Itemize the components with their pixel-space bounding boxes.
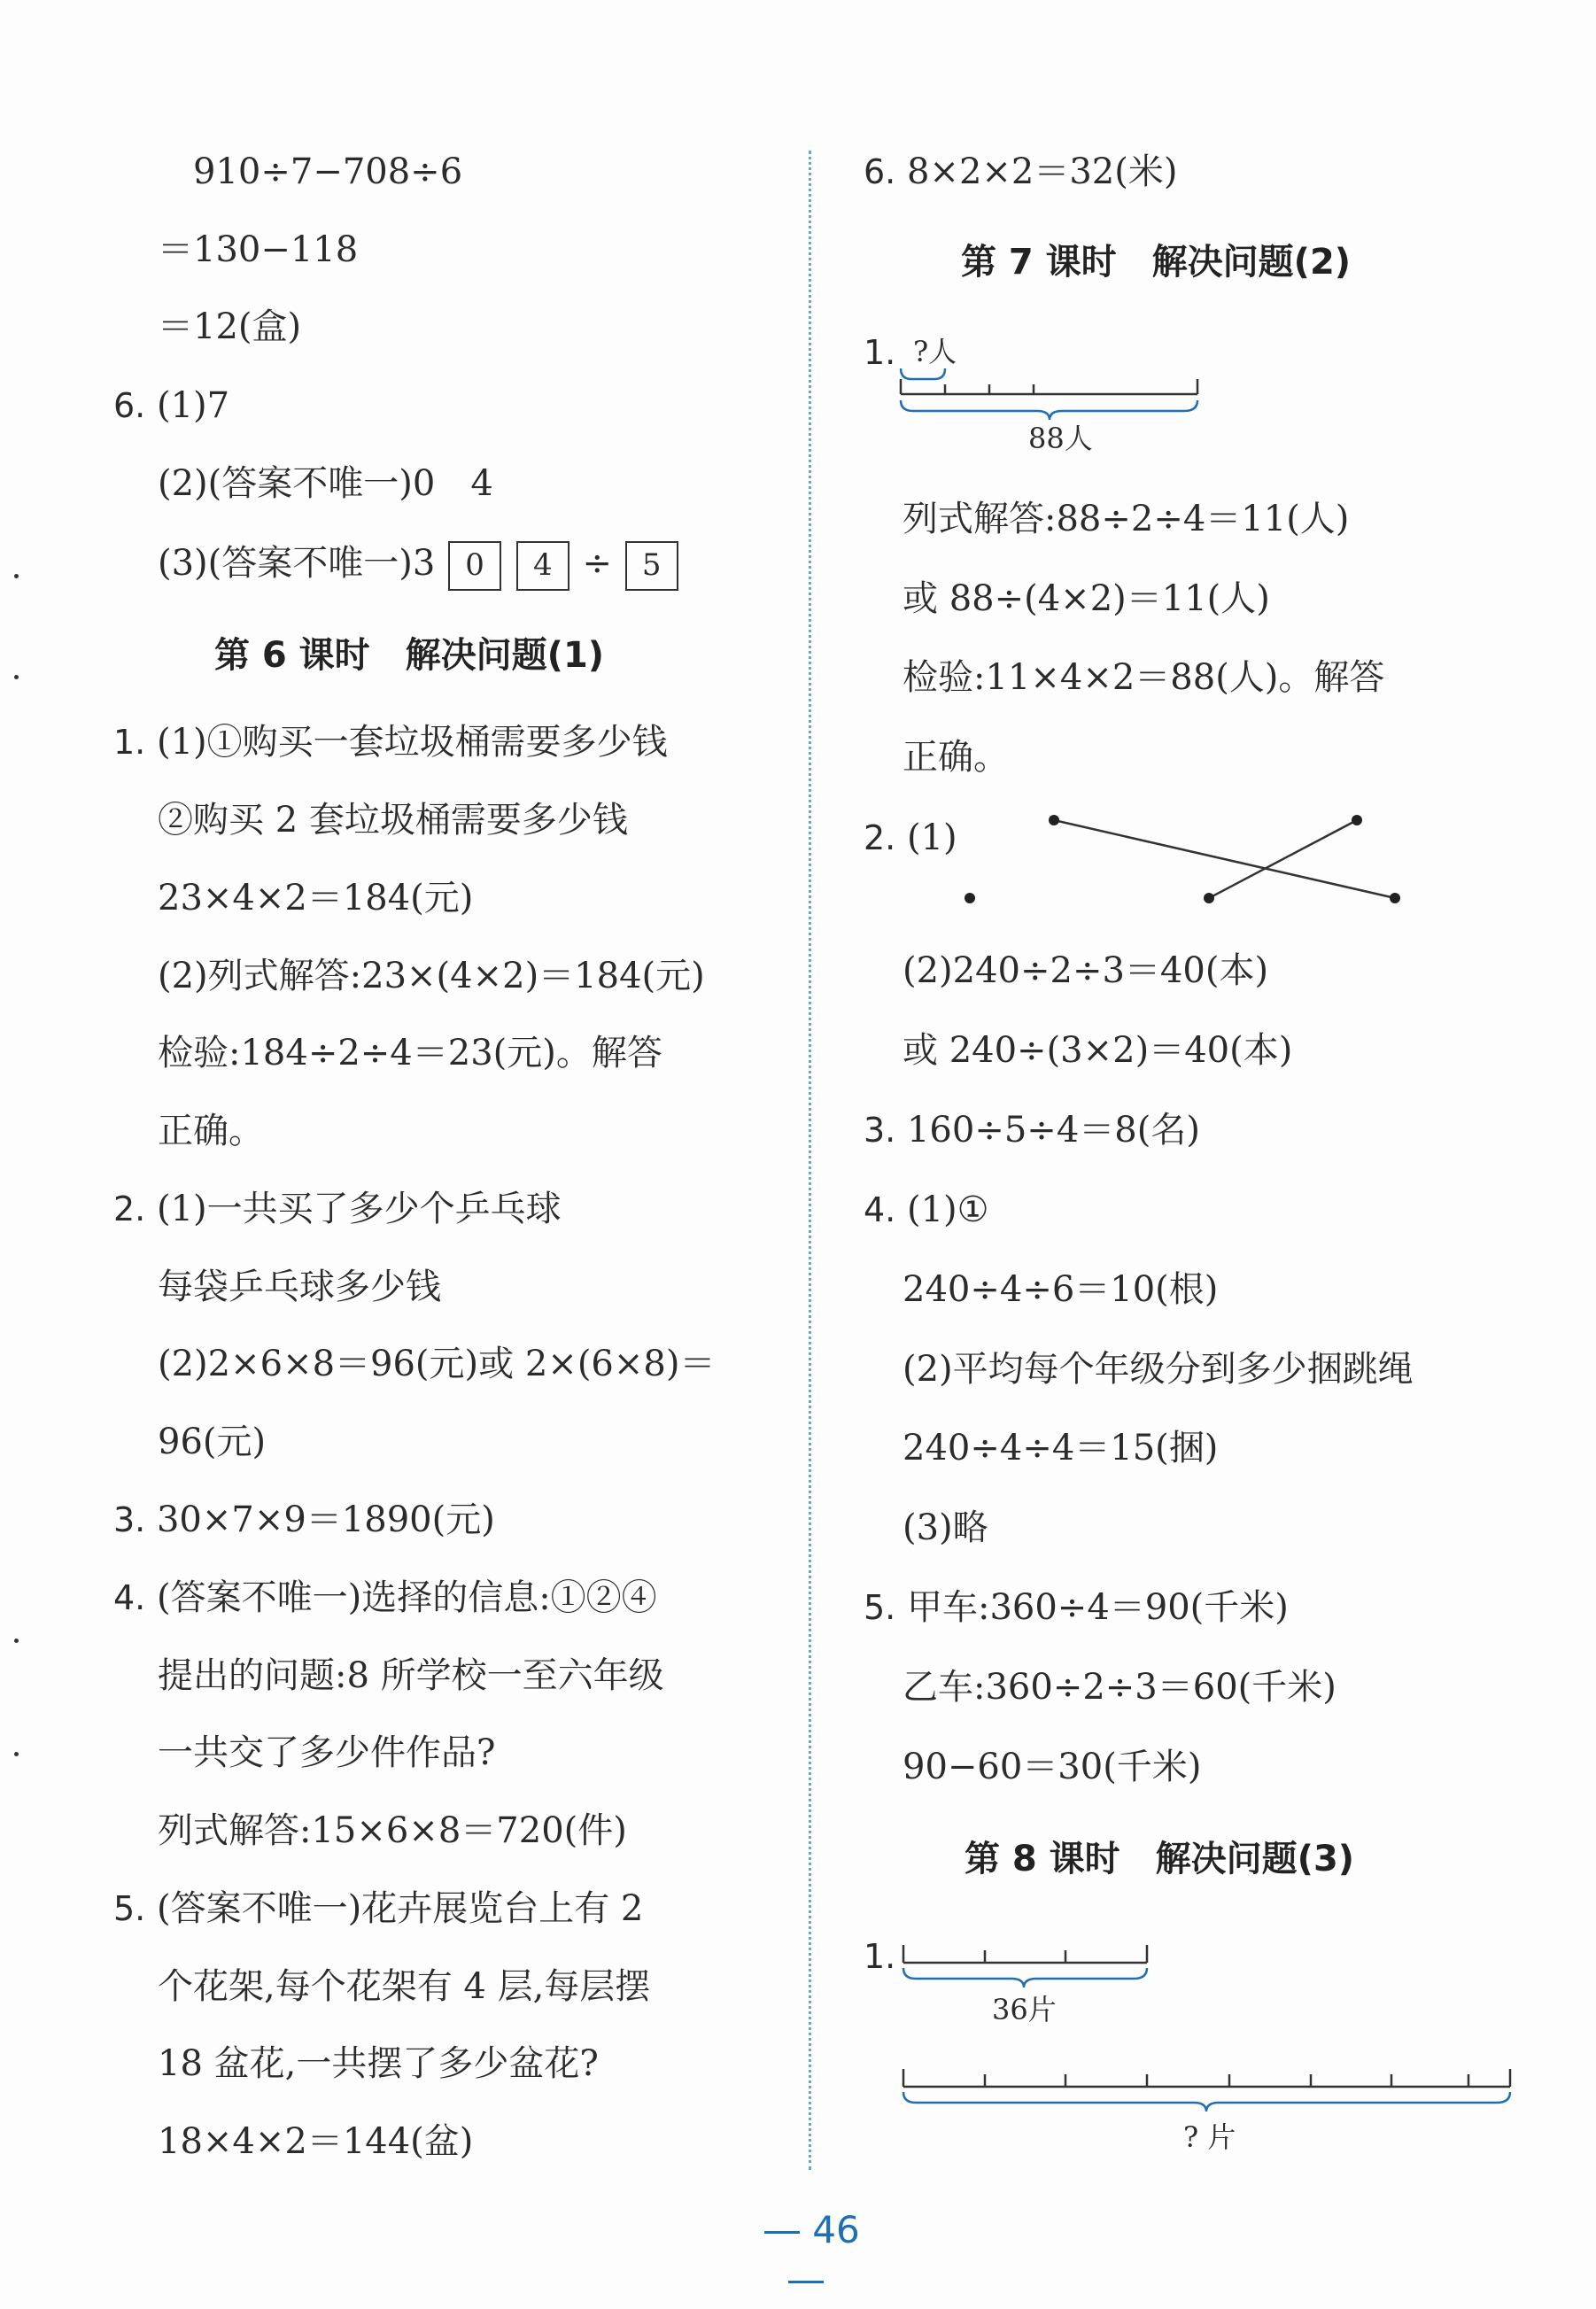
question-6 <box>113 383 229 429</box>
text-line: 或 240÷(3×2)＝40(本) <box>903 1030 1293 1071</box>
answer-text: (1)① <box>906 1189 989 1230</box>
answer-text: (1)7 <box>156 385 230 426</box>
question-5 <box>113 1886 643 1932</box>
question-4 <box>113 1575 657 1621</box>
text-line: (2)240÷2÷3＝40(本) <box>903 950 1269 991</box>
dot <box>1352 815 1362 825</box>
section-heading-6: 第 6 课时 解决问题(1) <box>214 635 605 676</box>
page-number-dash <box>788 2281 824 2283</box>
question-number: 4. <box>113 1578 146 1617</box>
answer-text: 30×7×9＝1890(元) <box>156 1499 495 1540</box>
text-line: ②购买 2 套垃圾桶需要多少钱 <box>158 800 628 841</box>
question-number: 5. <box>113 1889 146 1928</box>
answer-text: (答案不唯一)花卉展览台上有 2 <box>156 1888 644 1929</box>
page-number <box>726 2205 886 2305</box>
text-line: 提出的问题:8 所学校一至六年级 <box>158 1655 664 1696</box>
text-line: 检验:11×4×2＝88(人)。解答 <box>903 657 1385 698</box>
digit-box: 4 <box>516 541 569 591</box>
top-segment-brace <box>903 1968 1147 1987</box>
boxed-answer <box>158 540 680 586</box>
text-line: (2)(答案不唯一)0 4 <box>158 463 493 504</box>
question-number: 1. <box>864 333 896 372</box>
text-line: 18 盆花,一共摆了多少盆花? <box>158 2043 599 2084</box>
question-number: 6. <box>113 386 146 425</box>
segment-diagram-people <box>899 326 1218 459</box>
text-line: 个花架,每个花架有 4 层,每层摆 <box>158 1966 651 2007</box>
match-line <box>1054 820 1395 898</box>
text-line: 检验:184÷2÷4＝23(元)。解答 <box>158 1033 662 1073</box>
question-4 <box>864 1187 989 1233</box>
margin-mark <box>14 574 19 578</box>
text-line: (2)平均每个年级分到多少捆跳绳 <box>903 1349 1414 1390</box>
text-line: 96(元) <box>158 1422 267 1462</box>
question-1 <box>113 719 668 765</box>
question-number: 1. <box>864 1937 896 1976</box>
margin-mark <box>14 1752 19 1756</box>
operator: ÷ <box>582 543 612 584</box>
text-line: 一共交了多少件作品? <box>158 1732 496 1773</box>
dot <box>1049 815 1059 825</box>
text-line: 910÷7−708÷6 <box>193 151 463 192</box>
dot <box>965 893 975 903</box>
diagram-bottom-label: 88人 <box>1028 422 1093 455</box>
text-line: 90−60＝30(千米) <box>903 1747 1202 1787</box>
match-line <box>1209 820 1357 898</box>
bottom-segment-brace <box>903 2092 1510 2111</box>
question-number: 3. <box>864 1111 896 1150</box>
diagram-bottom-label: ? 片 <box>1183 2120 1236 2154</box>
digit-box: 0 <box>448 541 501 591</box>
column-divider <box>809 151 811 2170</box>
text-line: ＝12(盒) <box>158 306 302 347</box>
dot <box>1204 893 1214 903</box>
question-3 <box>113 1497 495 1543</box>
text-line: 23×4×2＝184(元) <box>158 878 474 918</box>
digit-box: 5 <box>625 541 678 591</box>
section-heading-7: 第 7 课时 解决问题(2) <box>961 242 1352 283</box>
answer-text: 160÷5÷4＝8(名) <box>906 1110 1200 1151</box>
text-line: 列式解答:15×6×8＝720(件) <box>158 1810 627 1851</box>
text-line: 240÷4÷6＝10(根) <box>903 1269 1219 1310</box>
question-1 <box>864 329 895 376</box>
question-number: 4. <box>864 1190 896 1229</box>
answer-text: 8×2×2＝32(米) <box>906 151 1178 192</box>
diagram-top-label: ?人 <box>913 335 957 368</box>
question-number: 2. <box>864 818 896 857</box>
section-heading-8: 第 8 课时 解决问题(3) <box>965 1839 1355 1879</box>
question-number: 5. <box>864 1588 896 1627</box>
bottom-brace <box>901 400 1197 420</box>
segment-diagram-slices <box>902 1931 1513 2170</box>
question-number: 1. <box>113 723 146 762</box>
margin-mark <box>14 675 19 679</box>
answer-text: (1)①购买一套垃圾桶需要多少钱 <box>156 722 668 763</box>
question-1 <box>864 1933 895 1980</box>
text-line: 正确。 <box>903 737 1009 778</box>
question-2 <box>113 1186 562 1232</box>
text-line: 乙车:360÷2÷3＝60(千米) <box>903 1667 1336 1708</box>
text-line: ＝130−118 <box>158 229 359 270</box>
answer-text: (3)(答案不唯一)3 <box>158 543 436 584</box>
answer-text: (答案不唯一)选择的信息:①②④ <box>156 1577 657 1618</box>
question-number: 3. <box>113 1500 146 1539</box>
question-2 <box>864 815 957 861</box>
text-line: (2)2×6×8＝96(元)或 2×(6×8)＝ <box>158 1344 716 1384</box>
answer-text: (1)一共买了多少个乒乓球 <box>156 1189 562 1229</box>
text-line: 每袋乒乓球多少钱 <box>158 1267 441 1307</box>
text-line: 18×4×2＝144(盆) <box>158 2121 474 2162</box>
dot <box>1390 893 1400 903</box>
question-number: 2. <box>113 1189 146 1228</box>
matching-lines-diagram <box>961 806 1439 912</box>
text-line: 240÷4÷4＝15(捆) <box>903 1428 1219 1468</box>
question-3 <box>864 1107 1200 1153</box>
page-number-dash <box>764 2231 800 2234</box>
text-line: 正确。 <box>158 1111 264 1151</box>
margin-mark <box>14 1639 19 1643</box>
text-line: 列式解答:88÷2÷4＝11(人) <box>903 499 1350 539</box>
question-6 <box>864 149 1177 195</box>
top-brace <box>901 368 945 379</box>
text-line: (2)列式解答:23×(4×2)＝184(元) <box>158 956 705 996</box>
question-5 <box>864 1585 1289 1631</box>
diagram-top-label: 36片 <box>992 1993 1057 2026</box>
answer-text: 甲车:360÷4＝90(千米) <box>906 1587 1289 1628</box>
text-line: 或 88÷(4×2)＝11(人) <box>903 578 1270 619</box>
answer-text: (1) <box>906 817 957 858</box>
text-line: (3)略 <box>903 1507 988 1548</box>
page-number-text: 46 <box>812 2208 860 2251</box>
question-number: 6. <box>864 152 896 191</box>
